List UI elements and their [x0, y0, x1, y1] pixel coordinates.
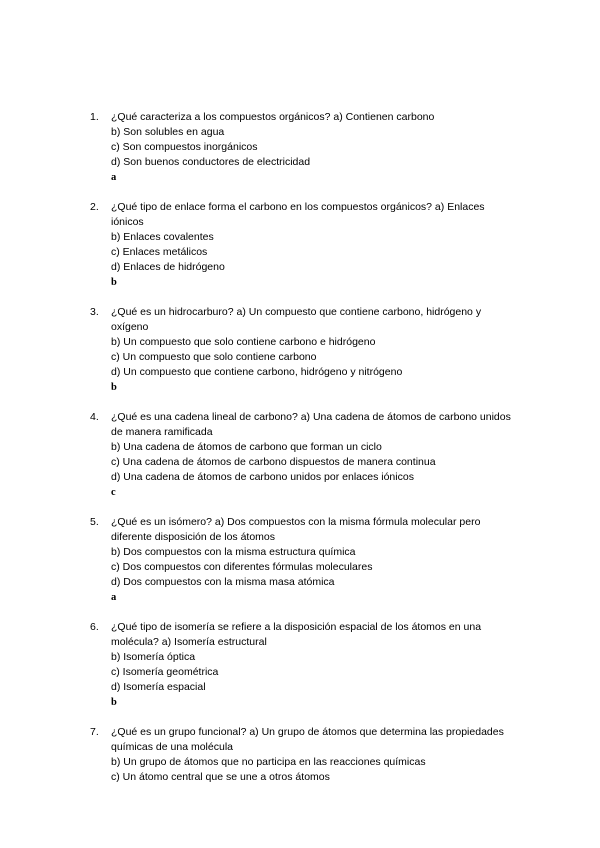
option-d: d) Una cadena de átomos de carbono unidos por enlaces iónicos — [111, 471, 414, 483]
question-number: 3. — [90, 306, 99, 318]
answer-key: b — [111, 697, 117, 708]
question-item — [90, 515, 520, 605]
question-stem: ¿Qué es un hidrocarburo? a) Un compuesto que contiene carbono, hidrógeno y oxígeno — [111, 306, 482, 333]
question-item — [90, 725, 520, 785]
option-c: c) Un átomo central que se une a otros átomos — [111, 771, 330, 783]
option-b: b) Son solubles en agua — [111, 126, 225, 138]
question-number: 5. — [90, 516, 99, 528]
option-c: c) Son compuestos inorgánicos — [111, 141, 258, 153]
question-list — [90, 110, 520, 800]
option-d: d) Un compuesto que contiene carbono, hidrógeno y nitrógeno — [111, 366, 403, 378]
option-c: c) Isomería geométrica — [111, 666, 219, 678]
option-b: b) Un compuesto que solo contiene carbono e hidrógeno — [111, 336, 376, 348]
option-d: d) Son buenos conductores de electricidad — [111, 156, 311, 168]
option-c: c) Un compuesto que solo contiene carbono — [111, 351, 317, 363]
question-stem: ¿Qué es un grupo funcional? a) Un grupo de átomos que determina las propiedades químicas de una molécula — [111, 726, 504, 753]
question-item — [90, 110, 520, 185]
option-b: b) Isomería óptica — [111, 651, 196, 663]
answer-key: c — [111, 487, 116, 498]
option-d: d) Enlaces de hidrógeno — [111, 261, 225, 273]
question-number: 7. — [90, 726, 99, 738]
option-b: b) Un grupo de átomos que no participa en las reacciones químicas — [111, 756, 426, 768]
question-number: 1. — [90, 111, 99, 123]
option-d: d) Dos compuestos con la misma masa atómica — [111, 576, 335, 588]
question-stem: ¿Qué caracteriza a los compuestos orgánicos? a) Contienen carbono — [111, 111, 435, 123]
option-c: c) Una cadena de átomos de carbono dispuestos de manera continua — [111, 456, 436, 468]
answer-key: a — [111, 592, 117, 603]
question-number: 6. — [90, 621, 99, 633]
option-b: b) Dos compuestos con la misma estructura química — [111, 546, 356, 558]
answer-key: b — [111, 277, 117, 288]
answer-key: b — [111, 382, 117, 393]
question-item — [90, 620, 520, 710]
question-stem: ¿Qué es una cadena lineal de carbono? a) Una cadena de átomos de carbono unidos de manera ramificada — [111, 411, 511, 438]
option-d: d) Isomería espacial — [111, 681, 206, 693]
question-item — [90, 410, 520, 500]
question-stem: ¿Qué tipo de isomería se refiere a la disposición espacial de los átomos en una molécula? a) Isomería estructural — [111, 621, 482, 648]
question-stem: ¿Qué tipo de enlace forma el carbono en los compuestos orgánicos? a) Enlaces iónicos — [111, 201, 485, 228]
option-c: c) Dos compuestos con diferentes fórmulas moleculares — [111, 561, 373, 573]
option-c: c) Enlaces metálicos — [111, 246, 208, 258]
option-b: b) Enlaces covalentes — [111, 231, 214, 243]
question-item — [90, 305, 520, 395]
question-stem: ¿Qué es un isómero? a) Dos compuestos con la misma fórmula molecular pero diferente disposición de los átomos — [111, 516, 481, 543]
option-b: b) Una cadena de átomos de carbono que forman un ciclo — [111, 441, 382, 453]
question-number: 4. — [90, 411, 99, 423]
answer-key: a — [111, 172, 117, 183]
question-item — [90, 200, 520, 290]
question-number: 2. — [90, 201, 99, 213]
